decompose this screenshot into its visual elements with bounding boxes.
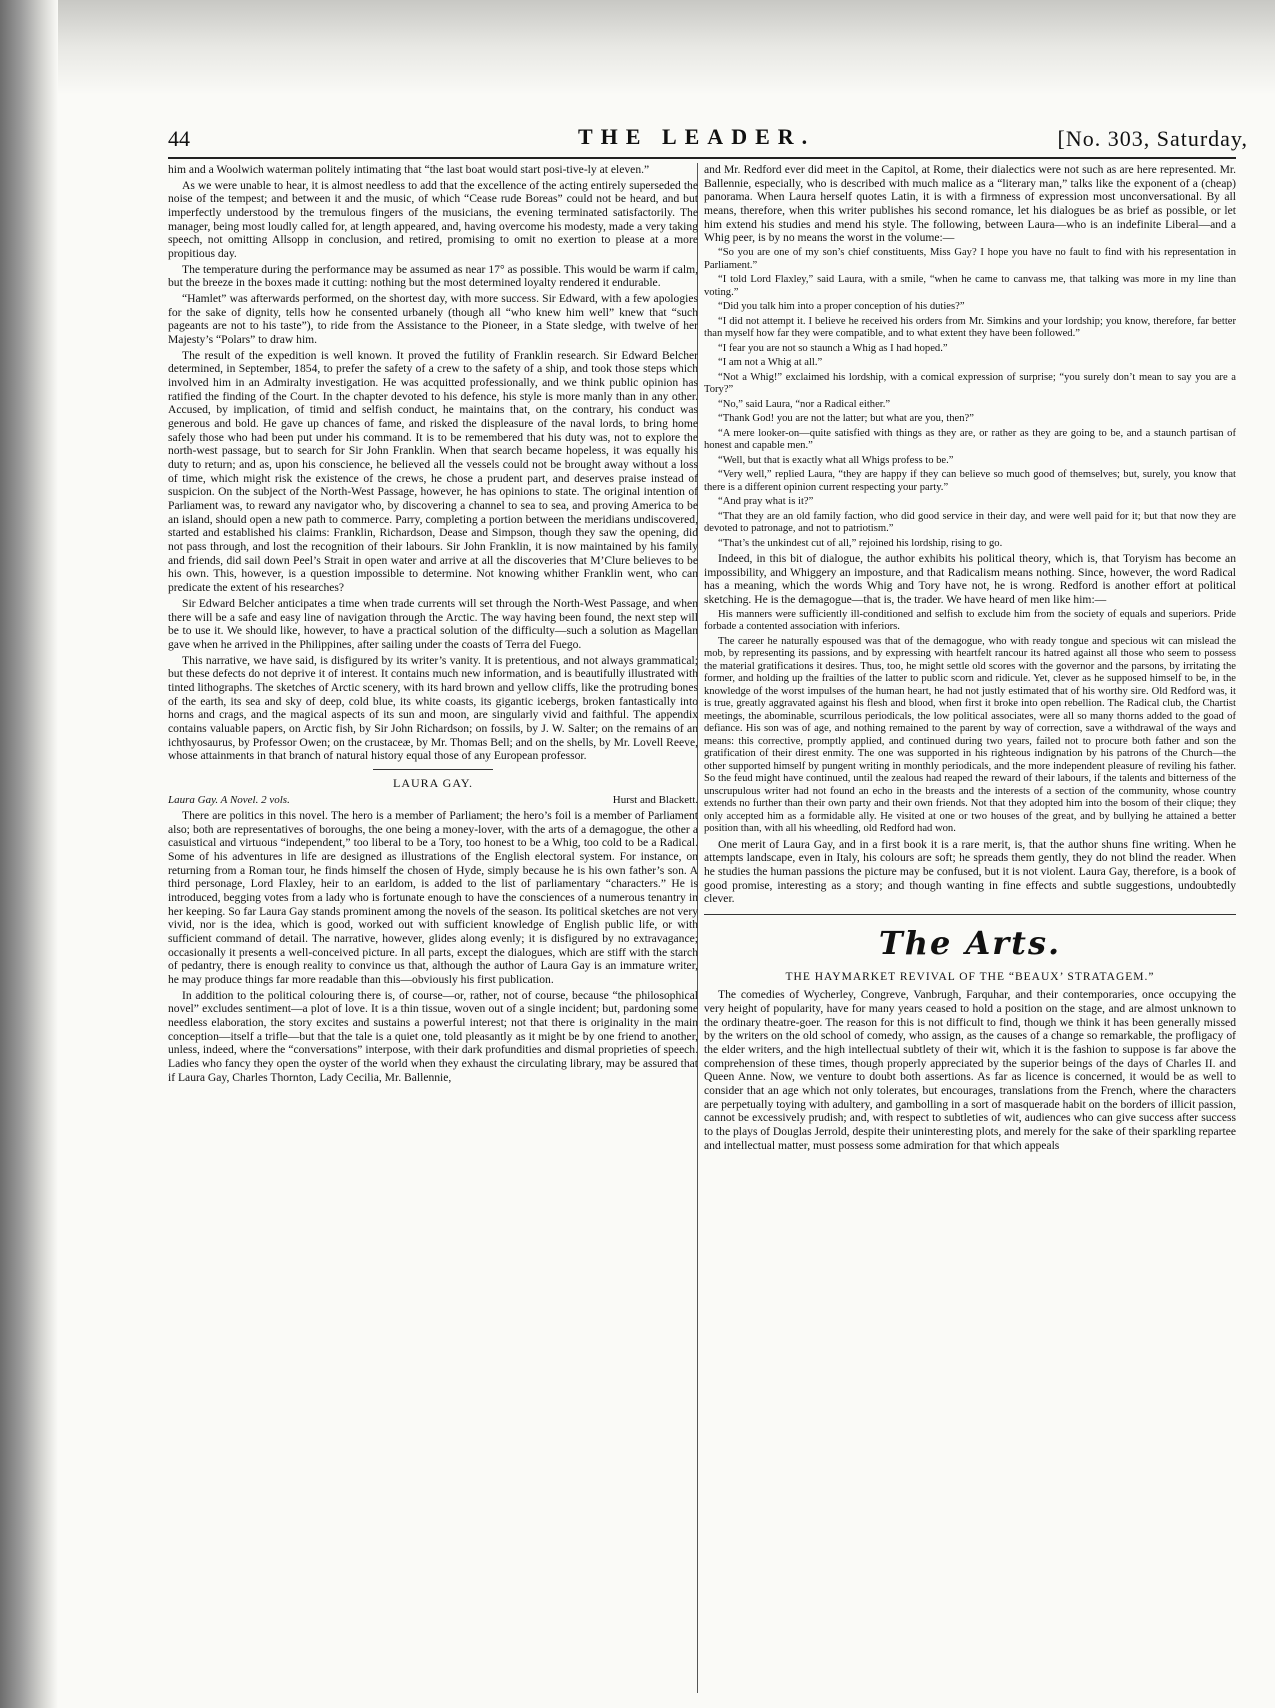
paragraph: The temperature during the performance may be assumed as near 17° as possible. This would be warm if calm, but the breeze in the boxes made it cutting: nothing but the most determined loyalty rendered it endurable. (168, 262, 698, 290)
header-rule (168, 157, 1236, 159)
issue-label: [No. 303, Saturday, (1057, 126, 1248, 151)
article-title: THE HAYMARKET REVIVAL OF THE “BEAUX’ STRATAGEM.” (785, 970, 1155, 983)
paragraph: “Hamlet” was afterwards performed, on the shortest day, with more success. Sir Edward, with a few apologies for the sake of dignity, tells how he consented urbanely (though all “who knew him well” knew that “such pageants are not to his taste”), to ride from the Assistance to the Pioneer, in a State sledge, with twelve of her Majesty’s “Polars” to draw him. (168, 292, 698, 347)
dialogue-quote (704, 247, 1236, 550)
paragraph: Sir Edward Belcher anticipates a time when trade currents will set through the North-West Passage, and when there will be a safe and easy line of navigation through the Arctic. The way having been found, the next step will be to use it. We should like, however, to have a practical solution of the difficulty—such a solution as Magellan gave when he arrived in the Philippines, after sailing under the coasts of Terra del Fuego. (168, 596, 698, 651)
quote-line: “Very well,” replied Laura, “they are happy if they can believe so much good of themselves; but, surely, you know that there is a different opinion current respecting your party.” (704, 469, 1236, 493)
quote-line: “And pray what is it?” (718, 496, 814, 508)
masthead: THE LEADER. (578, 124, 816, 149)
quote-line: “Did you talk him into a proper conception of his duties?” (718, 301, 965, 313)
quote-line: “I am not a Whig at all.” (718, 357, 823, 369)
review-title: LAURA GAY. (392, 775, 474, 790)
quote-line: “I told Lord Flaxley,” said Laura, with a smile, “when he came to canvass me, that talking was more in my line than voting.” (704, 274, 1236, 298)
quote-line: “Not a Whig!” exclaimed his lordship, with a comical expression of surprise; “you surely don’t mean to say you are a Tory?” (704, 371, 1236, 396)
quote-line: “That’s the unkindest cut of all,” rejoined his lordship, rising to go. (718, 537, 1003, 549)
quote-line: “That they are an old family faction, who did good service in their day, and were well paid for it; but that now they are devoted to patronage, and not to patriotism.” (704, 510, 1236, 535)
page-header (168, 124, 1248, 154)
quote-line: “No,” said Laura, “nor a Radical either.” (718, 398, 891, 410)
quote-line: “Well, but that is exactly what all Whigs profess to be.” (718, 454, 954, 466)
paragraph: In addition to the political colouring there is, of course—or, rather, not of course, because “the philosophical novel” excludes sentiment—a plot of love. It is a thin tissue, woven out of a single incident; but, pardoning some needless elaboration, the story excites and sustains a powerful interest; not that there is originality in the main conception—itself a trifle—but that the tale is a quiet one, told pleasantly as it might be by one friend to another, unless, indeed, where the “conversations” interpose, with their dark profundities and dismal proprieties of speech. Ladies who fancy they open the oyster of the world when they exhaust the circulating library, may be assured that if Laura Gay, Charles Thornton, Lady Cecilia, Mr. Ballennie, (168, 988, 698, 1084)
right-column (704, 163, 1236, 1154)
excerpt-quote (704, 609, 1236, 836)
paragraph: As we were unable to hear, it is almost needless to add that the excellence of the acting entirely superseded the noise of the tempest; and between it and the music, of which “Cease rude Boreas” could not be heard, and but imperfectly understood by the tremulous fingers of the musicians, the evening terminated satisfactorily. The manager, being most loudly called for, at length appeared, and, having overcome his modesty, made a very taking speech, not omitting Allsopp in conclusion, and retired, promising to omit no exertion to please at a more propitious day. (168, 178, 698, 261)
quote-line: “Thank God! you are not the latter; but what are you, then?” (718, 413, 974, 425)
paragraph: The comedies of Wycherley, Congreve, Vanbrugh, Farquhar, and their contemporaries, once occupying the very height of popularity, have for many years ceased to hold a position on the stage, and are almost unknown to the ordinary theatre-goer. The reason for this is not difficult to find, though we think it has been generally missed by the writers on the old school of comedy, who assign, as the causes of a change so remarkable, the profligacy of the elder writers, and the high intellectual subtlety of their wit, which it is the fashion to suppose is far above the comprehension of these times, though properly appreciated by the superior beings of the days of Charles II. and Queen Anne. Now, we venture to doubt both assertions. As far as licence is concerned, it would be as well to consider that an age which not only tolerates, but encourages, translations from the French, where the characters are perpetually toying with adultery, and gambolling in a sort of masquerade habit on the borders of illicit passion, cannot be excessively prudish; and, with respect to subtleties of wit, audiences who can give success after success to the plays of Douglas Jerrold, despite their uninteresting plots, and merely for the sake of their sparkling repartee and intellectual matter, must possess some admiration for that which appeals (704, 988, 1236, 1152)
quote-paragraph: His manners were sufficiently ill-conditioned and selfish to exclude him from the society of equals and superiors. Pride forbade a contented association with inferiors. (704, 608, 1236, 633)
scan-shadow-edge (0, 0, 58, 1708)
book-publisher: Hurst and Blackett. (612, 794, 698, 807)
paragraph: him and a Woolwich waterman politely intimating that “the last boat would start posi-tive-ly at eleven.” (168, 163, 650, 176)
quote-paragraph: The career he naturally espoused was that of the demagogue, who with ready tongue and specious wit can mislead the mob, by representing its passions, and by expressing with heartfelt rancour its hatred against all those who seem to possess the material gratifications it desires. Thus, too, he might settle old scores with the governor and the parsons, by irritating the former, and holding up the frailties of the latter to public scorn and ridicule. Yet, clever as he supposed himself to be, in the knowledge of the worst impulses of the human heart, he had not justly estimated that of his worthy sire. Old Redford was, it is true, greatly aggravated against his flesh and blood, when first it broke into open rebellion. The Radical club, the Chartist meetings, the abominable, scurrilous periodicals, the low political associates, were all so many thorns added to the goad of defiance. His son was of age, and nothing remained to the parent by way of correction, save a withdrawal of the ways and means: this corrective, promptly applied, and continued during two years, failed not to procure both father and son the gratification of their direst enmity. The one was supported in his righteous indignation by his patrons of the Church—the other supported himself by pungent writing in monthly periodicals, and the more independent pleasure of reviling his father. So the feud might have continued, until the zealous had reaped the reward of their labours, if the talents and bitterness of the unscrupulous writer had not found an echo in the breasts and the interests of a section of the community, whose country extends no further than their own party and their own friends. Not that they adopted him into the bosom of their clique; they only accepted him as a formidable ally. He visited at one or two houses of the great, and by bullying he attained a better position than, with all his wheedling, old Redford had won. (704, 635, 1236, 835)
scan-shadow-top (0, 0, 1275, 95)
section-divider (704, 914, 1236, 915)
paragraph: One merit of Laura Gay, and in a first book it is a rare merit, is, that the author shuns fine writing. When he attempts landscape, even in Italy, his colours are soft; he spreads them gently, they do not blind the reader. When he studies the human passions the picture may be confused, but it is not violent. Laura Gay, therefore, is a book of good promise, interesting as a story; and though wanting in fine effects and subtle suggestions, undoubtedly clever. (704, 837, 1236, 906)
paragraph: This narrative, we have said, is disfigured by its writer’s vanity. It is pretentious, and not always grammatical; but these defects do not deprive it of interest. It contains much new information, and is beautifully illustrated with tinted lithographs. The sketches of Arctic scenery, with its hard brown and yellow cliffs, like the protruding bones of the earth, its sea and sky of deep, cold blue, its white coasts, its gigantic icebergs, broken fantastically into horns and crags, and the magical aspects of its sun and moon, are singularly vivid and faithful. The appendix contains valuable papers, on Arctic fish, by Sir John Richardson; on fossils, by J. W. Salter; on the remains of an ichthyosaurus, by Professor Owen; on the crustaceæ, by Mr. Thomas Bell; and on the shells, by Mr. Lovell Reeve, whose attainments in that branch of natural history equal those of any European professor. (168, 653, 698, 763)
quote-line: “So you are one of my son’s chief constituents, Miss Gay? I hope you have no fault to find with his representation in Parliament.” (704, 247, 1236, 271)
arts-section-title: The Arts. (878, 924, 1062, 963)
left-column (168, 163, 698, 1086)
quote-line: “A mere looker-on—quite satisfied with things as they are, or rather as they are going to be, and a staunch partisan of honest and capable men.” (704, 427, 1236, 452)
quote-line: “I fear you are not so staunch a Whig as I had hoped.” (718, 342, 948, 354)
paragraph: and Mr. Redford ever did meet in the Capitol, at Rome, their dialectics were not such as are here represented. Mr. Ballennie, especially, who is described with much malice as a “literary man,” talks like the exponent of a (cheap) panorama. When Laura herself quotes Latin, it is with a firmness of expression most unconversational. By all means, therefore, when this writer publishes his second romance, let his dialogues be as brief as possible, or let him extend his studies and mend his style. The following, between Laura—who is an indefinite Liberal—and a Whig peer, is by no means the worst in the volume:— (704, 163, 1236, 245)
page-number: 44 (168, 126, 190, 151)
book-citation (168, 794, 698, 807)
book-title: Laura Gay. A Novel. 2 vols. (168, 794, 290, 807)
paragraph: There are politics in this novel. The hero is a member of Parliament; the hero’s foil is a member of Parliament also; both are representatives of boroughs, the one being a money-lover, with the arts of a demagogue, the other a casuistical and virtuous “independent,” too liberal to be a Tory, too honest to be a Whig, too cold to be a Radical. Some of his adventures in life are designed as illustrations of the English electoral system. For instance, on returning from a Roman tour, he finds himself the chosen of Hyde, simply because he is his own father’s son. A third personage, Lord Flaxley, heir to an earldom, is added to the list of parliamentary “characters.” He is introduced, begging votes from a lady who is fortunate enough to have the consciences of a numerous tenantry in her keeping. So far Laura Gay stands prominent among the novels of the season. Its political sketches are not very vivid, nor is the idea, which is good, worked out with sufficient knowledge of English public life, or with sufficient command of detail. The narrative, however, glides along evenly; it is disfigured by no extravagance; occasionally it presents a well-conceived picture. In all parts, except the dialogues, which are stiff with the starch of pedantry, there is enough reality to convince us that, although the author of Laura Gay is an immature writer, he may produce things far more readable than this—obviously his first publication. (168, 809, 698, 987)
paragraph: The result of the expedition is well known. It proved the futility of Franklin research. Sir Edward Belcher determined, in September, 1854, to prefer the safety of a crew to the safety of a ship, and took those steps which involved him in an Admiralty investigation. He was acquitted professionally, and we think public opinion has ratified the finding of the Court. In the chapter devoted to his defence, his style is more manly than in any other. Accused, by implication, of timid and selfish conduct, he maintains that, on the contrary, his conduct was generous and bold. He gave up chances of fame, and risked the displeasure of the naval lords, to bring home safely those who had been put under his command. It is to be remembered that his duty was, not to explore the north-west passage, but to search for Sir John Franklin. When that search became hopeless, it was equally his duty to return; and as, upon his conscience, he believed all the vessels could not be brought away without a loss of time, which might risk the existence of the crews, he chose a prudent part, and deserves praise instead of suspicion. On the subject of the North-West Passage, however, he has opinions to state. The original intention of Parliament was, to reward any navigator who, by discovering a channel to sea to sea, and proving America to be an island, should open a new path to commerce. Parry, completing a portion between the meridians undiscovered, started and established his claims: Franklin, Richardson, Dease and Simpson, though they saw the opening, did not pass through, and lost the recognition of their labours. Sir John Franklin, it is now maintained by his family and friends, did sail down Peel’s Strait in open water and arrive at all the discoveries that M’Clure believes to be his own. This, however, is a question impossible to determine. Not knowing whither Franklin went, who can predicate the extent of his researches? (168, 348, 698, 595)
paragraph: Indeed, in this bit of dialogue, the author exhibits his political theory, which is, that Toryism has become an impossibility, and Whiggery an imposture, and that Radicalism means nothing. Since, however, the word Radical has a meaning, which the words Whig and Tory have not, he is wrong. Redford is another effort at political sketching. He is the demagogue—that is, the trader. We have heard of men like him:— (704, 552, 1236, 607)
section-divider (373, 769, 493, 770)
quote-line: “I did not attempt it. I believe he received his orders from Mr. Simkins and your lordship; you know, therefore, far better than myself how far they were compatible, and to what extent they have been followed.” (704, 315, 1236, 340)
